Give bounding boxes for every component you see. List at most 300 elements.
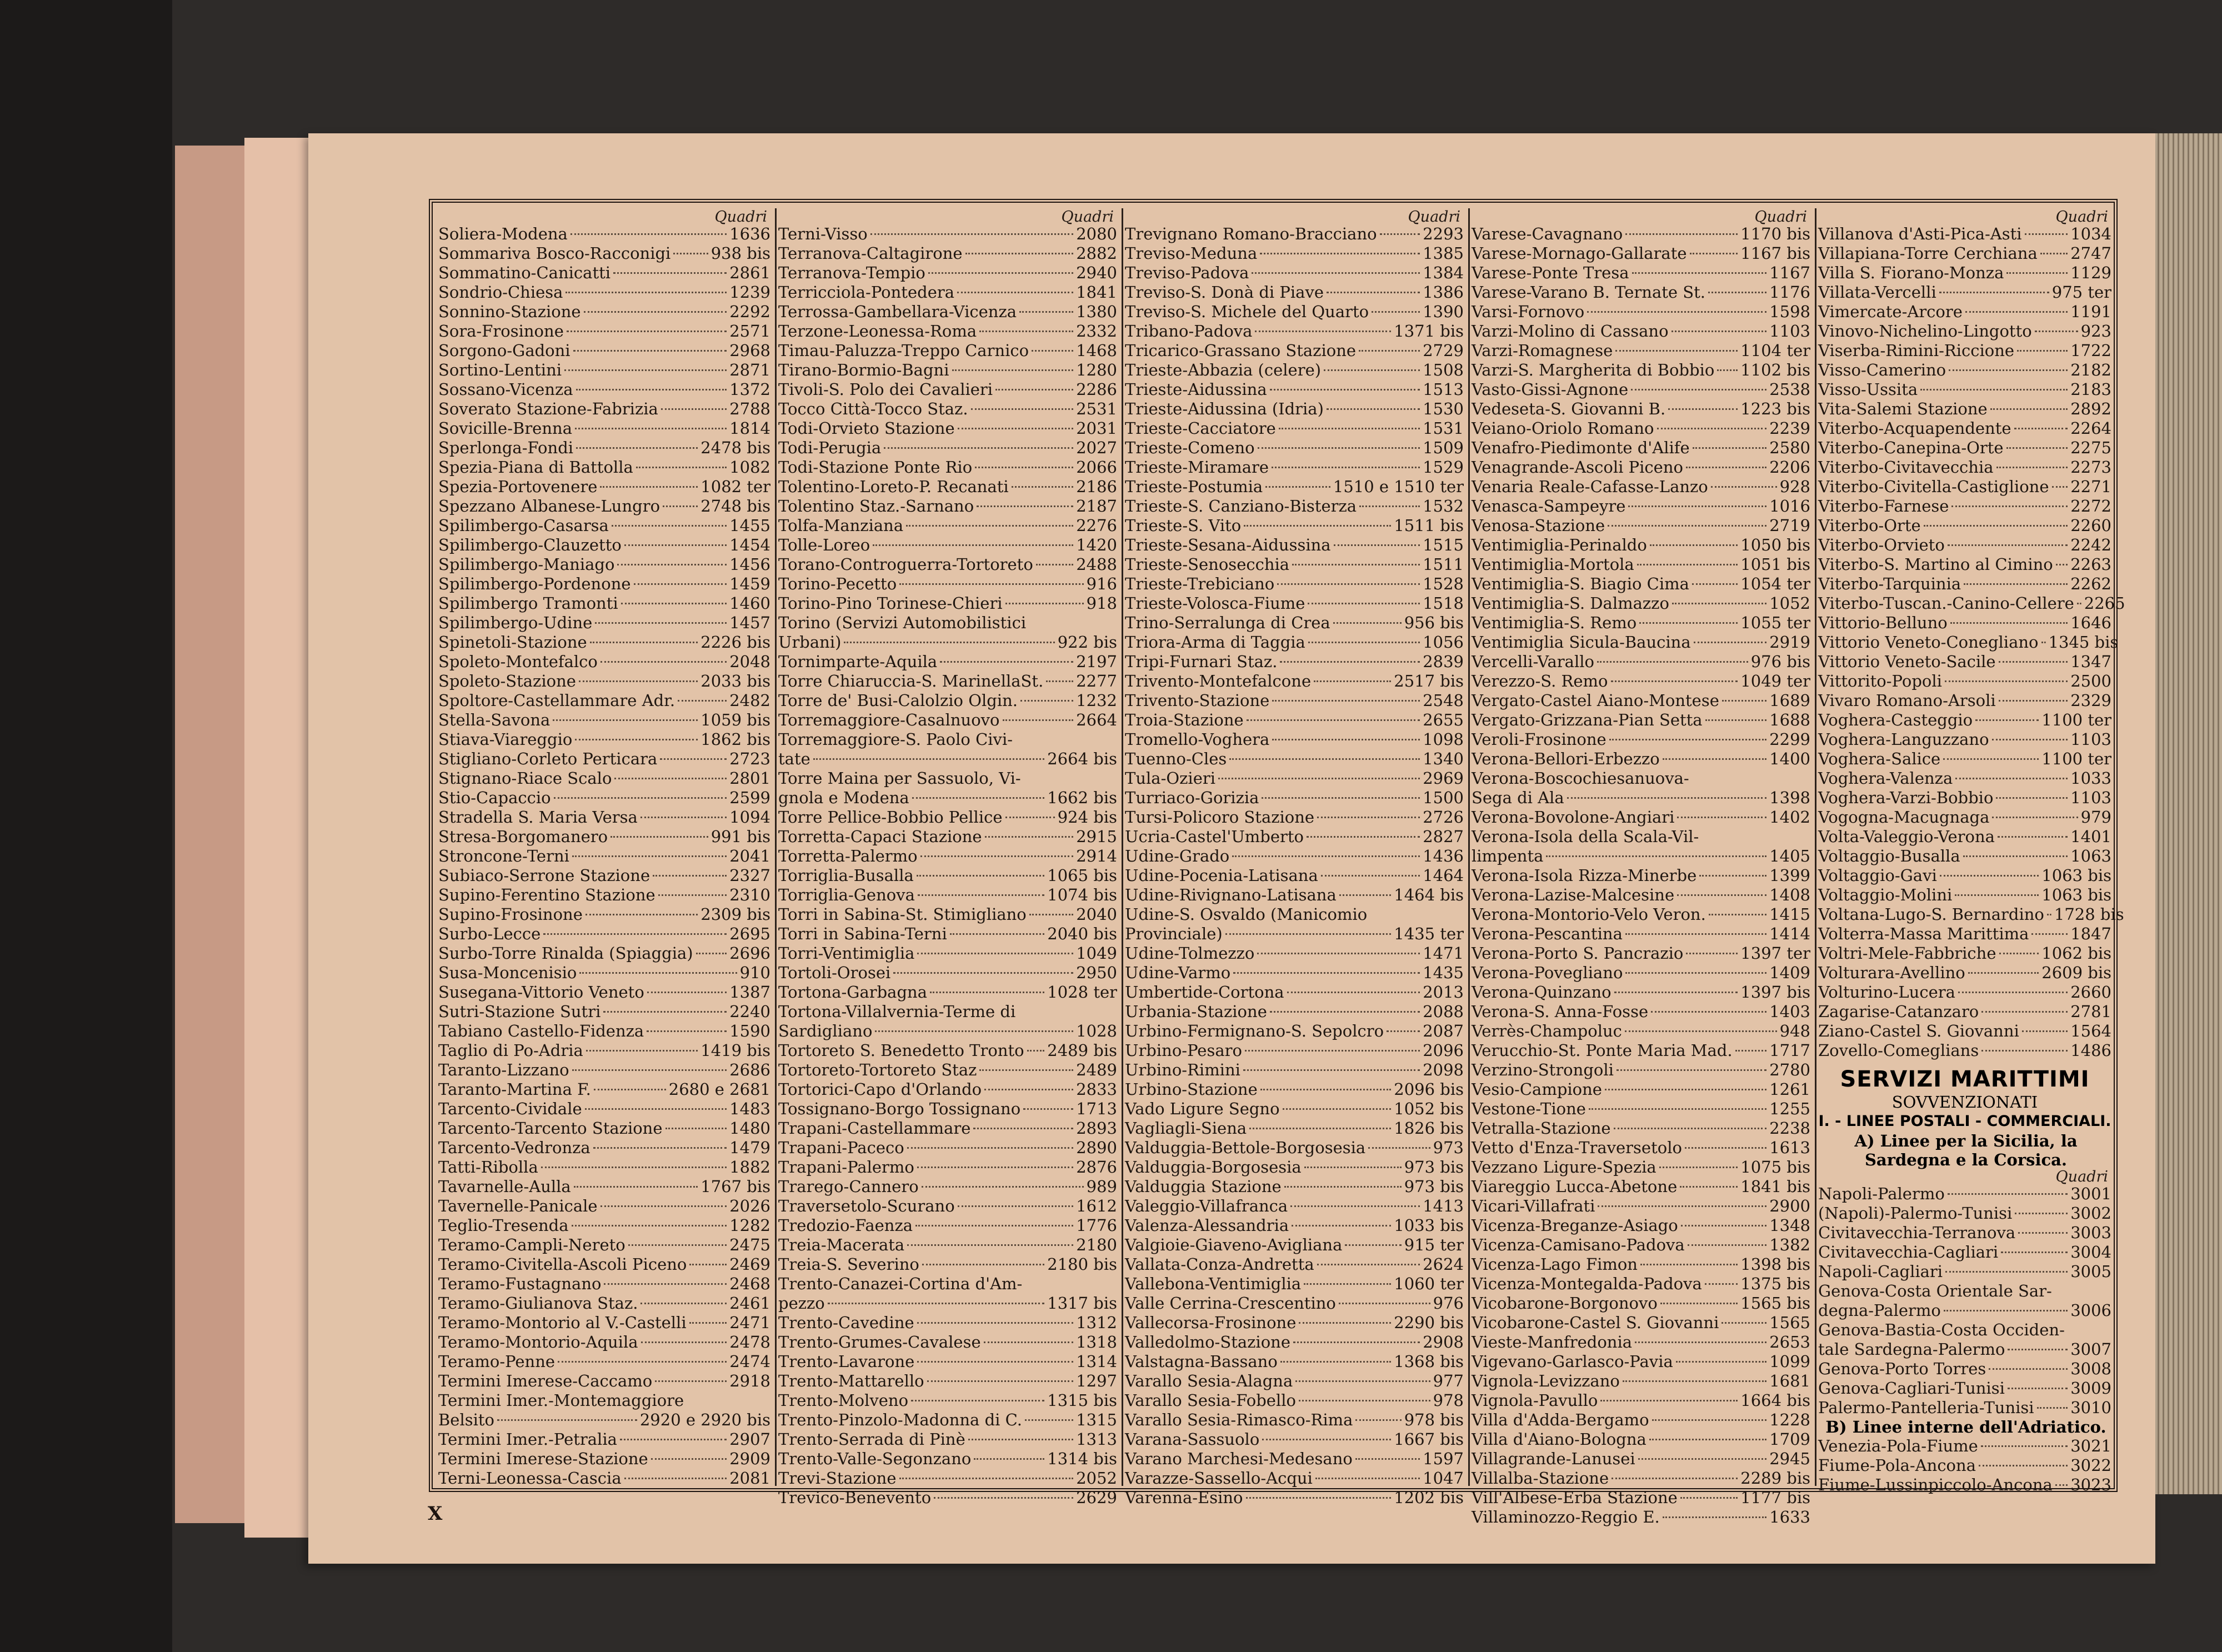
dot-leader (1685, 1147, 1766, 1149)
index-row (438, 477, 770, 497)
index-row (778, 1488, 1117, 1508)
index-row (778, 1352, 1117, 1371)
column-header: Quadri (2055, 1168, 2108, 1185)
index-row (438, 710, 770, 730)
dot-leader (893, 972, 1073, 974)
index-row (1472, 769, 1810, 788)
route-name: Verona-Boscochiesanuova- (1472, 769, 1689, 788)
dot-leader (579, 972, 737, 974)
dot-leader (1387, 1030, 1420, 1032)
index-row (778, 652, 1117, 672)
table-number: 3008 (2070, 1359, 2111, 1378)
index-row (1818, 341, 2111, 361)
index-row (778, 1099, 1117, 1119)
table-number: 1403 (1769, 1002, 1810, 1021)
dot-leader (918, 894, 1044, 896)
table-number: 2277 (1076, 672, 1117, 690)
dot-leader (870, 233, 1073, 235)
route-name: Civitavecchia-Terranova (1818, 1223, 2016, 1242)
index-row (778, 1235, 1117, 1255)
route-name: Tirano-Bormio-Bagni (778, 361, 949, 379)
table-number: 1480 (729, 1119, 770, 1138)
table-number: 2482 (729, 691, 770, 710)
table-number: 3022 (2070, 1456, 2111, 1475)
dot-leader (995, 389, 1073, 391)
route-name: Ventimiglia-S. Remo (1472, 613, 1637, 632)
dot-leader (917, 953, 1073, 954)
table-number: 2031 (1076, 419, 1117, 438)
dot-leader (610, 836, 708, 838)
index-row (1472, 963, 1810, 983)
route-name: Udine-Tolmezzo (1125, 944, 1255, 963)
route-name: Vigevano-Garlasco-Pavia (1472, 1352, 1673, 1371)
dot-leader (1359, 350, 1420, 352)
route-name: (Napoli)-Palermo-Tunisi (1818, 1204, 2013, 1223)
route-name: Fiume-Pola-Ancona (1818, 1456, 1976, 1475)
dot-leader (620, 1439, 727, 1440)
dot-leader (2006, 272, 2068, 274)
index-row (1472, 244, 1810, 263)
table-number: 1565 bis (1740, 1294, 1810, 1313)
route-name: Viterbo-Orte (1818, 516, 1921, 535)
route-name: Volturara-Avellino (1818, 963, 1965, 982)
route-name: Timau-Paluzza-Treppo Carnico (778, 341, 1029, 360)
dot-leader (640, 1303, 727, 1304)
table-number: 2026 (729, 1197, 770, 1215)
dot-leader (572, 1069, 727, 1071)
route-name: Venezia-Pola-Fiume (1818, 1436, 1978, 1455)
dot-leader (828, 1303, 1045, 1304)
table-number: 1380 (1076, 302, 1117, 321)
index-frame (429, 199, 2125, 1526)
route-name: Torano-Controguerra-Tortoreto (778, 555, 1033, 574)
table-number: 1065 bis (1047, 866, 1117, 885)
index-row (1472, 1274, 1810, 1294)
dot-leader (1252, 272, 1420, 274)
table-number: 1129 (2070, 263, 2111, 282)
dot-leader (1019, 311, 1073, 313)
dot-leader (1998, 836, 2068, 838)
section-subtitle: SOVVENZIONATI (1891, 1093, 2038, 1112)
route-name: Trento-Cavedine (778, 1313, 914, 1332)
index-row (1125, 244, 1464, 263)
table-number: 2890 (1076, 1138, 1117, 1157)
index-row (778, 905, 1117, 924)
index-row (1818, 380, 2111, 399)
table-number: 2653 (1769, 1333, 1810, 1351)
table-number: 1170 bis (1740, 224, 1810, 243)
route-name: Treviso-Padova (1125, 263, 1249, 282)
table-number: 1500 (1423, 788, 1464, 807)
dot-leader (1615, 350, 1738, 352)
index-row (438, 516, 770, 535)
table-number: 2183 (2070, 380, 2111, 399)
index-row (1125, 361, 1464, 380)
dot-leader (1949, 369, 2068, 371)
table-number: 973 (1433, 1138, 1464, 1157)
index-row (1472, 1352, 1810, 1371)
dot-leader (968, 1439, 1073, 1440)
index-row (778, 283, 1117, 302)
dot-leader (1333, 622, 1402, 624)
route-name: Viterbo-Civitavecchia (1818, 458, 1994, 477)
index-row (438, 1333, 770, 1352)
table-number: 1232 (1076, 691, 1117, 710)
index-row (1125, 827, 1464, 847)
dot-leader (624, 1478, 727, 1479)
dot-leader (1262, 1439, 1391, 1440)
dot-leader (570, 233, 727, 235)
table-number: 2900 (1769, 1197, 1810, 1215)
route-name: Villanova d'Asti-Pica-Asti (1818, 224, 2022, 243)
index-row (438, 652, 770, 672)
dot-leader (2006, 447, 2068, 449)
background-edge (0, 0, 172, 1652)
table-number: 975 ter (2051, 283, 2111, 302)
index-row (778, 555, 1117, 574)
index-row (438, 555, 770, 574)
route-name: Genova-Porto Torres (1818, 1359, 1986, 1378)
dot-leader (1317, 817, 1420, 818)
table-number: 2945 (1769, 1449, 1810, 1468)
route-name: Urbania-Stazione (1125, 1002, 1267, 1021)
route-name: Valduggia Stazione (1125, 1177, 1282, 1196)
route-name: Varzi-Romagnese (1472, 341, 1613, 360)
index-row (1818, 866, 2111, 885)
table-number: 2664 bis (1047, 749, 1117, 768)
index-column-2 (778, 208, 1117, 1507)
table-number: 923 (2080, 322, 2111, 341)
index-row (1818, 885, 2111, 905)
table-number: 2748 bis (700, 497, 770, 515)
table-number: 1056 (1423, 633, 1464, 652)
dot-leader (1948, 1193, 2068, 1195)
index-row (1125, 1449, 1464, 1469)
dot-leader (1699, 875, 1766, 877)
dot-leader (653, 875, 727, 877)
index-row (438, 574, 770, 594)
dot-leader (541, 1167, 727, 1168)
table-number: 2892 (2070, 399, 2111, 418)
index-row (438, 283, 770, 302)
route-name: Fiume-Lussinpiccolo-Ancona (1818, 1475, 2053, 1494)
table-number: 2781 (2070, 1002, 2111, 1021)
table-number: 1436 (1423, 847, 1464, 865)
table-number: 1468 (1076, 341, 1117, 360)
table-number: 2286 (1076, 380, 1117, 399)
dot-leader (1290, 1205, 1420, 1207)
route-name: Verona-S. Anna-Fosse (1472, 1002, 1649, 1021)
route-name: Volta-Valeggio-Verona (1818, 827, 1995, 846)
route-name: Spezia-Piana di Battolla (438, 458, 633, 477)
index-row (438, 1022, 770, 1041)
index-row (1818, 1340, 2111, 1359)
table-number: 1075 bis (1740, 1158, 1810, 1177)
table-number: 1459 (729, 574, 770, 593)
dot-leader (640, 817, 727, 818)
route-name: Verucchio-St. Ponte Maria Mad. (1472, 1041, 1733, 1060)
dot-leader (584, 311, 727, 313)
table-number: 1386 (1423, 283, 1464, 302)
route-name: Vivaro Romano-Arsoli (1818, 691, 1996, 710)
index-row (778, 497, 1117, 516)
table-number: 2293 (1423, 224, 1464, 243)
dot-leader (912, 797, 1045, 799)
route-name: Valduggia-Bettole-Borgosesia (1125, 1138, 1366, 1157)
route-name: Tribano-Padova (1125, 322, 1253, 341)
dot-leader (907, 1244, 1073, 1246)
route-name: Torriglia-Genova (778, 885, 915, 904)
dot-leader (1324, 369, 1420, 371)
index-row (1472, 1060, 1810, 1080)
route-name: Todi-Stazione Ponte Rio (778, 458, 973, 477)
index-row (1125, 1138, 1464, 1158)
index-row (1125, 769, 1464, 788)
table-number: 1345 bis (2048, 633, 2119, 652)
route-name: Tabiano Castello-Fidenza (438, 1022, 644, 1040)
index-row (1472, 691, 1810, 710)
table-number: 2263 (2070, 555, 2111, 574)
route-name: Spezia-Portovenere (438, 477, 598, 496)
table-number: 1255 (1769, 1099, 1810, 1118)
table-number: 1098 (1423, 730, 1464, 749)
dot-leader (2014, 428, 2068, 429)
table-number: 1176 (1769, 283, 1810, 302)
route-name: Volterra-Massa Marittima (1818, 924, 2029, 943)
dot-leader (1292, 564, 1420, 565)
table-number: 1464 (1423, 866, 1464, 885)
dot-leader (1686, 467, 1766, 468)
dot-leader (2001, 1251, 2068, 1253)
table-number: 1312 (1076, 1313, 1117, 1332)
route-name: Villa S. Fiorano-Monza (1818, 263, 2004, 282)
table-number: 2915 (1076, 827, 1117, 846)
dot-leader (1721, 1322, 1766, 1324)
index-row (1472, 788, 1810, 808)
route-name: Trevi-Stazione (778, 1469, 897, 1488)
index-row (1472, 1371, 1810, 1391)
dot-leader (1293, 1341, 1420, 1343)
table-number: 2098 (1423, 1060, 1464, 1079)
page-stack-edge (2144, 133, 2222, 1494)
dot-leader (2056, 564, 2068, 565)
index-row (778, 866, 1117, 885)
route-name: Teramo-Penne (438, 1352, 556, 1371)
index-row (438, 1041, 770, 1060)
route-name: Valstagna-Bassano (1125, 1352, 1278, 1371)
index-row (778, 341, 1117, 361)
table-number: 2186 (1076, 477, 1117, 496)
index-row (438, 885, 770, 905)
index-row (778, 769, 1117, 788)
table-number: 2920 e 2920 bis (639, 1410, 770, 1429)
index-row (438, 1099, 770, 1119)
table-number: 956 bis (1404, 613, 1464, 632)
route-name: tale Sardegna-Palermo (1818, 1340, 2005, 1359)
index-row (1472, 730, 1810, 749)
dot-leader (1587, 311, 1766, 313)
table-number: 2719 (1769, 516, 1810, 535)
column-divider (775, 208, 777, 1486)
table-number: 2571 (729, 322, 770, 341)
index-row (438, 438, 770, 458)
index-row (1472, 322, 1810, 341)
table-number: 2914 (1076, 847, 1117, 865)
index-row (778, 1371, 1117, 1391)
column-header: Quadri (1754, 208, 1807, 226)
index-row (1472, 613, 1810, 633)
table-number: 2882 (1076, 244, 1117, 263)
index-row (1125, 788, 1464, 808)
dot-leader (1249, 1128, 1391, 1129)
dot-leader (660, 758, 727, 760)
dot-leader (614, 778, 727, 779)
route-name: Trieste-Abbazia (celere) (1125, 361, 1322, 379)
dot-leader (1940, 875, 2039, 877)
table-number: 2969 (1423, 769, 1464, 788)
route-name: Verona-Bellori-Erbezzo (1472, 749, 1660, 768)
route-name: Varano Marchesi-Medesano (1125, 1449, 1353, 1468)
dot-leader (1339, 1303, 1430, 1304)
table-number: 1841 (1076, 283, 1117, 302)
index-row (1818, 399, 2111, 419)
dot-leader (572, 1225, 727, 1227)
route-name: Visso-Ussita (1818, 380, 1918, 399)
table-number: 2918 (729, 1371, 770, 1390)
index-row (1125, 652, 1464, 672)
table-number: 1509 (1423, 438, 1464, 457)
index-row (1472, 944, 1810, 963)
dot-leader (1694, 642, 1767, 643)
dot-leader (621, 603, 727, 604)
dot-leader (2015, 1213, 2068, 1214)
dot-leader (1735, 1050, 1767, 1052)
dot-leader (1649, 1439, 1766, 1440)
table-number: 1513 (1423, 380, 1464, 399)
route-name: Torriglia-Busalla (778, 866, 914, 885)
index-row (778, 808, 1117, 827)
dot-leader (875, 1030, 1073, 1032)
table-number: 1460 (729, 594, 770, 613)
table-number: 1528 (1423, 574, 1464, 593)
index-row (1472, 1391, 1810, 1410)
route-name: Viareggio Lucca-Abetone (1472, 1177, 1678, 1196)
table-number: 2726 (1423, 808, 1464, 827)
index-row (438, 672, 770, 691)
index-row (438, 983, 770, 1002)
section-heading: I. - LINEE POSTALI - COMMERCIALI. (1818, 1113, 2111, 1130)
table-number: 1564 (2070, 1022, 2111, 1040)
table-number: 1776 (1076, 1216, 1117, 1235)
route-name: Tortona-Garbagna (778, 983, 927, 1002)
route-name: Torre Maina per Sassuolo, Vi- (778, 769, 1021, 788)
route-name: Terzone-Leonessa-Roma (778, 322, 977, 341)
table-number: 1082 (729, 458, 770, 477)
index-row (778, 594, 1117, 613)
index-row (1818, 847, 2111, 866)
index-row (778, 710, 1117, 730)
route-name: Varazze-Sassello-Acqui (1125, 1469, 1313, 1488)
route-name: Vill'Albese-Erba Stazione (1472, 1488, 1678, 1507)
table-number: 2272 (2070, 497, 2111, 515)
table-number: 2686 (729, 1060, 770, 1079)
column-header: Quadri (1408, 208, 1460, 226)
dot-leader (1955, 894, 2039, 896)
dot-leader (1625, 933, 1766, 935)
index-row (778, 613, 1117, 633)
index-row (778, 574, 1117, 594)
route-name: Teramo-Montorio al V.-Castelli (438, 1313, 687, 1332)
index-row (1125, 1177, 1464, 1197)
table-number: 2629 (1076, 1488, 1117, 1507)
index-row (1125, 1294, 1464, 1313)
table-number: 1529 (1423, 458, 1464, 477)
table-number: 3006 (2070, 1301, 2111, 1320)
dot-leader (553, 719, 698, 721)
dot-leader (585, 1108, 727, 1110)
index-row (1125, 1002, 1464, 1022)
route-name: Torretta-Palermo (778, 847, 918, 865)
table-number: 2968 (729, 341, 770, 360)
table-number: 1713 (1076, 1099, 1117, 1118)
dot-leader (572, 855, 727, 857)
dot-leader (1628, 505, 1766, 507)
index-row (1125, 1333, 1464, 1352)
index-row (438, 497, 770, 516)
dot-leader (1260, 253, 1420, 254)
dot-leader (1617, 1069, 1766, 1071)
index-row (1818, 1379, 2111, 1398)
table-number: 1728 bis (2054, 905, 2124, 924)
table-number: 2489 (1076, 1060, 1117, 1079)
table-number: 1317 bis (1047, 1294, 1117, 1313)
route-name: Tarcento-Vedronza (438, 1138, 590, 1157)
route-name: Trento-Grumes-Cavalese (778, 1333, 981, 1351)
table-number: 1515 (1423, 535, 1464, 554)
dot-leader (907, 1147, 1073, 1149)
index-row (778, 438, 1117, 458)
route-name: Genova-Costa Orientale Sar- (1818, 1281, 2052, 1300)
dot-leader (1975, 719, 2039, 721)
index-row (1472, 516, 1810, 535)
table-number: 1371 bis (1394, 322, 1464, 341)
route-name: Soverato Stazione-Fabrizia (438, 399, 658, 418)
index-row (1472, 1430, 1810, 1449)
index-row (1472, 1080, 1810, 1099)
table-number: 1297 (1076, 1371, 1117, 1390)
dot-leader (2031, 933, 2068, 935)
table-number: 2909 (729, 1449, 770, 1468)
route-name: Varese-Mornago-Gallarate (1472, 244, 1687, 263)
index-row (1472, 263, 1810, 283)
index-row (438, 1294, 770, 1313)
dot-leader (634, 583, 727, 585)
route-name: Verrès-Champoluc (1472, 1022, 1622, 1040)
index-row (1125, 1352, 1464, 1371)
table-number: 1471 (1423, 944, 1464, 963)
dot-leader (603, 1011, 727, 1013)
table-number: 2517 bis (1394, 672, 1464, 690)
index-row (1472, 983, 1810, 1002)
dot-leader (1272, 739, 1420, 740)
route-name: Sonnino-Stazione (438, 302, 581, 321)
route-name: Tursi-Policoro Stazione (1125, 808, 1315, 827)
index-row (1472, 1410, 1810, 1430)
dot-leader (1255, 331, 1391, 332)
table-number: 1028 ter (1047, 983, 1117, 1002)
table-number: 1063 bis (2041, 866, 2111, 885)
index-row (1818, 535, 2111, 555)
